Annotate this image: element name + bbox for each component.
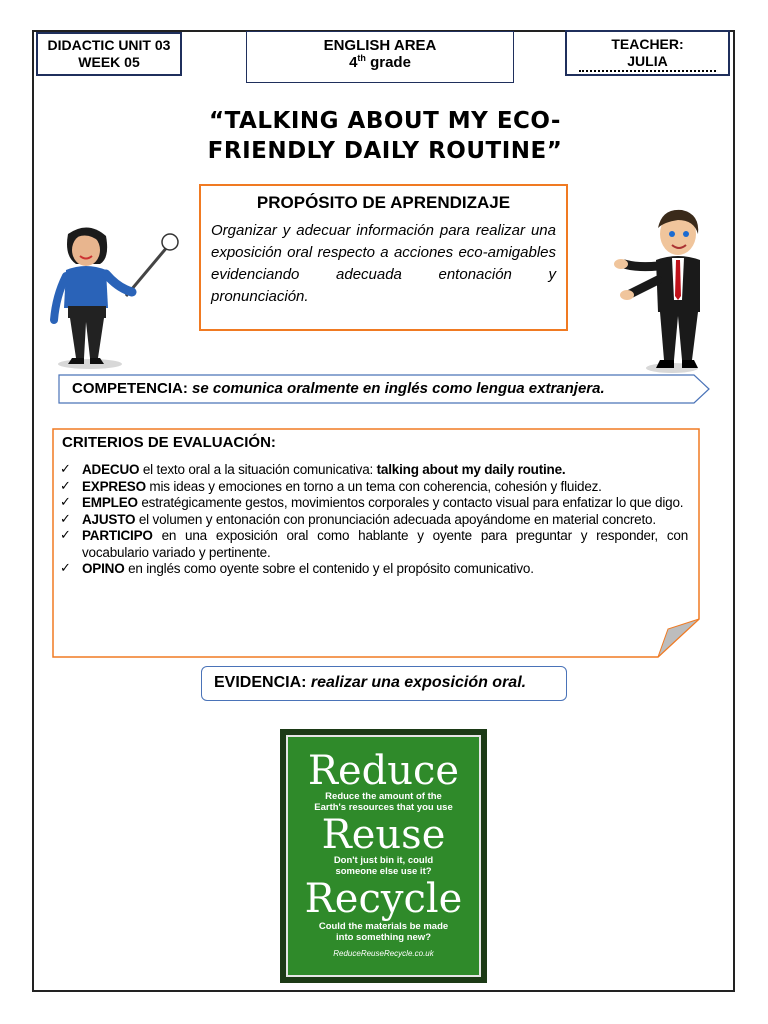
checkmark-icon: ✓ [60, 561, 71, 576]
criterio-item: ✓ EXPRESO mis ideas y emociones en torno a un tema con coherencia, cohesión y fluidez. [60, 478, 602, 494]
purpose-text: Organizar y adecuar información para realizar una exposición oral respecto a acciones eco-amigables evidenciando adecuada entonación y pronunciación. [211, 222, 556, 305]
competencia-banner [58, 374, 710, 404]
poster-url: ReduceReuseRecycle.co.uk [333, 949, 434, 958]
poster-reuse-sub2: someone else use it? [335, 866, 432, 877]
poster-recycle: Recycle [304, 876, 463, 922]
criterios-box [52, 428, 700, 658]
checkmark-icon: ✓ [60, 462, 71, 477]
purpose-box [199, 184, 568, 331]
criterio-item: ✓ ADECUO el texto oral a la situación comunicativa: talking about my daily routine. [60, 462, 566, 477]
dotted-line [579, 70, 716, 72]
teacher-name: JULIA [627, 53, 668, 69]
teacher-box [565, 30, 730, 76]
teacher-label: TEACHER: [611, 36, 684, 52]
unit-line: DIDACTIC UNIT 03 [47, 37, 171, 53]
poster-reduce: Reduce [307, 748, 460, 794]
checkmark-icon: ✓ [60, 495, 71, 510]
area-line: ENGLISH AREA [323, 37, 437, 54]
poster-recycle-sub2: into something new? [336, 932, 431, 943]
poster-reduce-sub2: Earth's resources that you use [314, 802, 453, 813]
purpose-title: PROPÓSITO DE APRENDIZAJE [256, 193, 511, 212]
competencia-text: se comunica oralmente en inglés como lengua extranjera. [192, 380, 605, 397]
week-line: WEEK 05 [78, 54, 140, 70]
poster-reuse-sub1: Don't just bin it, could [333, 855, 434, 866]
recycle-poster [280, 729, 487, 983]
checkmark-icon: ✓ [60, 478, 71, 494]
criterio-item: ✓ EMPLEO estratégicamente gestos, movimientos corporales y contacto visual para enfatizar lo que digo. [60, 495, 684, 510]
competencia-label: COMPETENCIA: [72, 380, 188, 397]
grade-line: 4th grade [349, 53, 411, 71]
checkmark-icon: ✓ [60, 528, 71, 543]
criterio-item: ✓ AJUSTO el volumen y entonación con pronunciación adecuada apoyándome en material concreto. [60, 511, 656, 527]
evidencia-label: EVIDENCIA: [214, 674, 307, 691]
criterios-title: CRITERIOS DE EVALUACIÓN: [62, 434, 276, 451]
page-title: “TALKING ABOUT MY ECO- FRIENDLY DAILY ROUTINE” [207, 108, 563, 164]
criterio-item: ✓ PARTICIPO en una exposición oral como hablante y oyente para preguntar y responder, con vocabulario variado y pertinente. [60, 528, 688, 560]
poster-reuse: Reuse [321, 812, 446, 858]
unit-box [36, 32, 182, 76]
poster-reduce-sub1: Reduce the amount of the [325, 791, 442, 802]
teacher-man-illustration [612, 208, 704, 374]
evidencia-text: realizar una exposición oral. [310, 674, 527, 691]
area-box [246, 31, 514, 83]
teacher-woman-illustration [48, 226, 183, 371]
criterios-list [60, 462, 688, 578]
criterio-item: ✓ OPINO en inglés como oyente sobre el contenido y el propósito comunicativo. [60, 561, 534, 576]
poster-recycle-sub1: Could the materials be made [318, 921, 449, 932]
evidencia-box [201, 666, 567, 701]
checkmark-icon: ✓ [60, 511, 71, 527]
